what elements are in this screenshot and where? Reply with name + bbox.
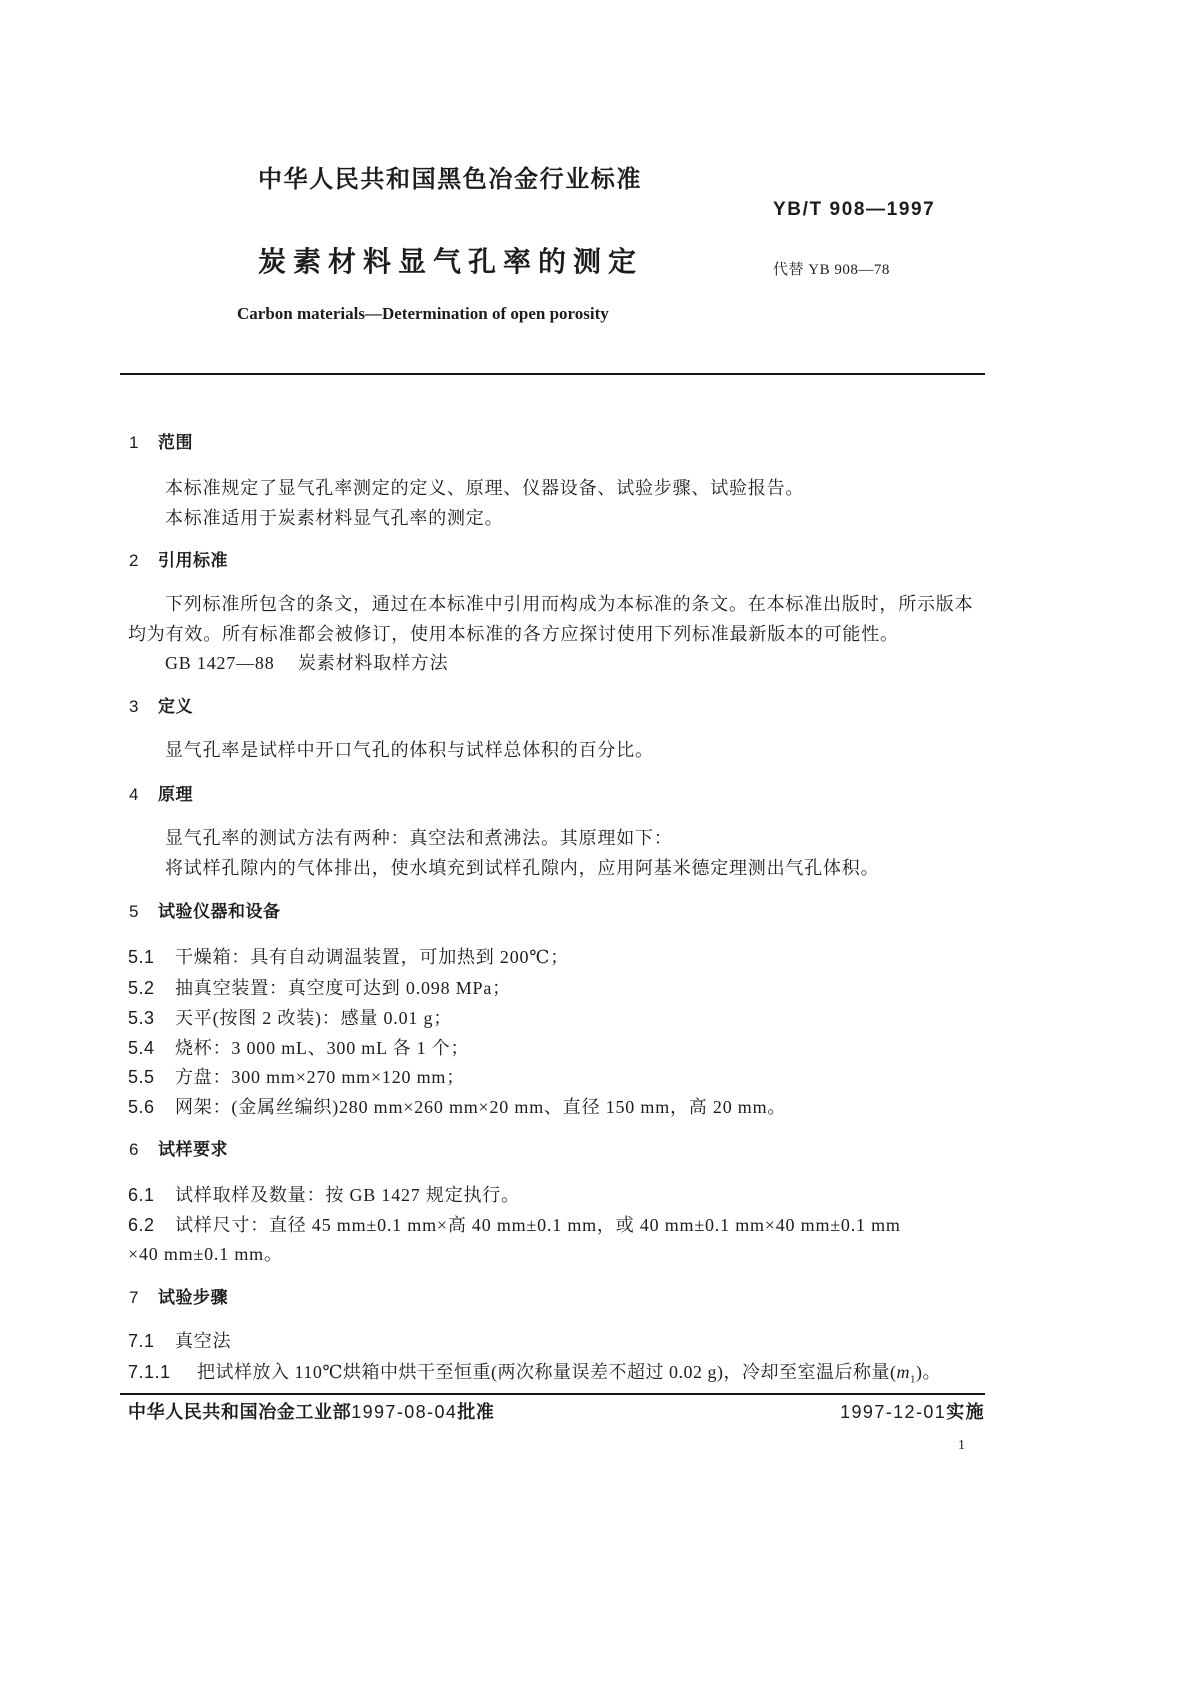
effective-label: 实施 bbox=[946, 1402, 985, 1422]
clause-5-5-number: 5.5 bbox=[128, 1067, 155, 1087]
clause-5-4-text: 烧杯：3 000 mL、300 mL 各 1 个； bbox=[175, 1038, 470, 1058]
clause-5-5-text: 方盘：300 mm×270 mm×120 mm； bbox=[175, 1067, 466, 1087]
clause-5-6-text: 网架：(金属丝编织)280 mm×260 mm×20 mm、直径 150 mm，高 20 mm。 bbox=[175, 1097, 787, 1117]
section-1-number: 1 bbox=[129, 433, 139, 452]
mass-variable-subscript: 1 bbox=[909, 1373, 916, 1386]
header-divider bbox=[120, 373, 985, 375]
section-2-line-2: 均为有效。所有标准都会被修订，使用本标准的各方应探讨使用下列标准最新版本的可能性。 bbox=[128, 624, 899, 644]
clause-5-3-number: 5.3 bbox=[128, 1008, 155, 1028]
section-7-title: 试验步骤 bbox=[158, 1288, 228, 1307]
reference-title: 炭素材料取样方法 bbox=[298, 653, 449, 673]
section-3-line-1: 显气孔率是试样中开口气孔的体积与试样总体积的百分比。 bbox=[165, 740, 654, 760]
section-4-number: 4 bbox=[129, 785, 139, 804]
section-7-number: 7 bbox=[129, 1288, 139, 1307]
approval-date: 1997-08-04 bbox=[351, 1402, 458, 1422]
section-1-line-2: 本标准适用于炭素材料显气孔率的测定。 bbox=[165, 508, 504, 528]
document-title-en: Carbon materials—Determination of open porosity bbox=[237, 304, 609, 323]
clause-6-2-text: 试样尺寸：直径 45 mm±0.1 mm×高 40 mm±0.1 mm，或 40 mm±0.1 mm×40 mm±0.1 mm bbox=[175, 1215, 901, 1235]
effective-line bbox=[840, 1400, 985, 1424]
page-number: 1 bbox=[958, 1438, 965, 1453]
clause-7-1-1-text-before: 把试样放入 110℃烘箱中烘干至恒重(两次称量误差不超过 0.02 g)，冷却至室温后称量( bbox=[197, 1362, 897, 1382]
clause-5-1-text: 干燥箱：具有自动调温装置，可加热到 200℃； bbox=[175, 947, 570, 967]
section-2-number: 2 bbox=[129, 551, 139, 570]
section-1-title: 范围 bbox=[158, 433, 193, 452]
section-1-line-1: 本标准规定了显气孔率测定的定义、原理、仪器设备、试验步骤、试验报告。 bbox=[165, 478, 805, 498]
standard-code: YB/T 908—1997 bbox=[773, 199, 936, 220]
clause-7-1-1-text bbox=[197, 1360, 941, 1392]
section-4-line-1: 显气孔率的测试方法有两种：真空法和煮沸法。其原理如下： bbox=[165, 828, 673, 848]
clause-5-1-number: 5.1 bbox=[128, 947, 155, 967]
clause-7-1-number: 7.1 bbox=[128, 1331, 155, 1351]
section-2-title: 引用标准 bbox=[158, 551, 228, 570]
clause-6-1-number: 6.1 bbox=[128, 1185, 155, 1205]
mass-variable: m bbox=[896, 1362, 910, 1382]
effective-date: 1997-12-01 bbox=[840, 1402, 947, 1422]
clause-6-1-text: 试样取样及数量：按 GB 1427 规定执行。 bbox=[175, 1185, 520, 1205]
clause-6-2-continuation: ×40 mm±0.1 mm。 bbox=[128, 1244, 283, 1264]
clause-7-1-text: 真空法 bbox=[175, 1331, 232, 1351]
clause-5-3-text: 天平(按图 2 改装)：感量 0.01 g； bbox=[175, 1008, 453, 1028]
section-5-title: 试验仪器和设备 bbox=[158, 902, 281, 921]
replaces-note: 代替 YB 908—78 bbox=[773, 262, 890, 278]
section-4-title: 原理 bbox=[158, 785, 193, 804]
approval-authority: 中华人民共和国冶金工业部 bbox=[128, 1402, 352, 1422]
clause-7-1-1-text-after: )。 bbox=[915, 1362, 941, 1382]
section-3-title: 定义 bbox=[158, 697, 193, 716]
clause-6-2-number: 6.2 bbox=[128, 1215, 155, 1235]
standard-category: 中华人民共和国黑色冶金行业标准 bbox=[258, 166, 642, 193]
section-2-line-1: 下列标准所包含的条文，通过在本标准中引用而构成为本标准的条文。在本标准出版时，所示版本 bbox=[165, 594, 974, 614]
clause-5-6-number: 5.6 bbox=[128, 1097, 155, 1117]
reference-code: GB 1427—88 bbox=[165, 653, 275, 673]
document-title-cn: 炭素材料显气孔率的测定 bbox=[258, 246, 644, 277]
section-3-number: 3 bbox=[129, 697, 139, 716]
clause-5-2-text: 抽真空装置：真空度可达到 0.098 MPa； bbox=[175, 978, 511, 998]
clause-5-4-number: 5.4 bbox=[128, 1038, 155, 1058]
section-4-line-2: 将试样孔隙内的气体排出，使水填充到试样孔隙内，应用阿基米德定理测出气孔体积。 bbox=[165, 858, 880, 878]
approval-label: 批准 bbox=[457, 1402, 495, 1422]
section-5-number: 5 bbox=[129, 902, 139, 921]
clause-5-2-number: 5.2 bbox=[128, 978, 155, 998]
section-6-title: 试样要求 bbox=[158, 1140, 228, 1159]
section-6-number: 6 bbox=[129, 1140, 139, 1159]
clause-7-1-1-number: 7.1.1 bbox=[128, 1362, 171, 1382]
approval-line bbox=[128, 1400, 494, 1424]
footer-divider bbox=[120, 1393, 985, 1395]
